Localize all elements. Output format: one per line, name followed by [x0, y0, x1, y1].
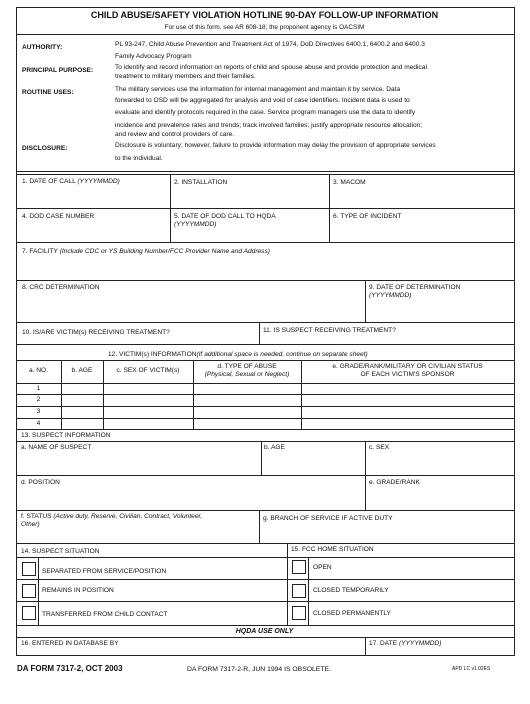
suspect-status-field[interactable]: f. STATUS (Active duty, Reserve, Civilian, Contract, Volunteer, Other)	[21, 513, 203, 528]
form-subtitle: For use of this form, see AR 608-18; the proponent agency is OACSIM	[164, 24, 365, 31]
form-number: DA FORM 7317-2, OCT 2003	[17, 664, 123, 673]
date-dod-call-field[interactable]: 5. DATE OF DOD CALL TO HQDA (YYYYMMDD)	[174, 213, 276, 228]
suspect-section-header: 13. SUSPECT INFORMATION	[21, 432, 111, 439]
fcc-closed-temp-label: CLOSED TEMPORARILY	[313, 587, 389, 594]
suspect-name-field[interactable]: a. NAME OF SUSPECT	[21, 444, 92, 451]
purpose-text: To identify and record information on reports of child and spouse abuse and provide protection and medical	[115, 64, 427, 71]
date-of-determination-field[interactable]: 9. DATE OF DETERMINATION (YYYYMMDD)	[369, 284, 461, 299]
form-code: APD LC v1.02ES	[452, 666, 491, 672]
hqda-use-only: HQDA USE ONLY	[235, 628, 294, 635]
victims-col-age: b. AGE	[71, 367, 93, 374]
victims-col-abuse: d. TYPE OF ABUSE (Physical, Sexual or Neglect)	[204, 363, 290, 378]
disclosure-text-1: Disclosure is voluntary; however, failure to provide information may delay the provision of appropriate services	[115, 142, 436, 149]
disclosure-label: DISCLOSURE:	[22, 145, 68, 152]
crc-determination-field[interactable]: 8. CRC DETERMINATION	[22, 284, 100, 291]
suspect-sex-field[interactable]: c. SEX	[369, 444, 390, 451]
fcc-closed-perm-checkbox[interactable]	[292, 606, 306, 620]
separated-checkbox[interactable]	[22, 562, 36, 576]
suspect-treatment-field[interactable]: 11. IS SUSPECT RECEIVING TREATMENT?	[263, 327, 396, 334]
victims-section-header: 12. VICTIM(s) INFORMATION(If additional space is needed, continue on separate sheet)	[108, 351, 368, 358]
suspect-age-field[interactable]: b. AGE	[264, 444, 285, 451]
routine-label: ROUTINE USES:	[22, 89, 74, 96]
routine-text-2: forwarded to OSD will be aggregated for analysis and void of case identifiers. Incident data is used to	[115, 97, 410, 104]
facility-field[interactable]: 7. FACILITY (Include CDC or YS Building Number/FCC Provider Name and Address)	[22, 248, 270, 255]
suspect-situation-header: 14. SUSPECT SITUATION	[21, 548, 100, 555]
victim-row-2: 2	[36, 396, 41, 403]
routine-text-5: and review and control providers of care.	[115, 131, 235, 138]
authority-label: AUTHORITY:	[22, 44, 63, 51]
macom-field[interactable]: 3. MACOM	[333, 179, 366, 186]
disclosure-text-2: to the individual.	[115, 155, 163, 162]
authority-text: PL 93-247, Child Abuse Prevention and Treatment Act of 1974, DoD Directives 6400.1, 6400.2 and 6400.3	[115, 41, 425, 48]
routine-text-1: The military services use the information for internal management and maintain it by service. Data	[115, 86, 401, 93]
remains-checkbox[interactable]	[22, 584, 36, 598]
entry-date-field[interactable]: 17. DATE (YYYYMMDD)	[369, 640, 442, 647]
routine-text-4: incidence and prevalence rates and trends; track involved families; justify appropriate resource allocation;	[115, 122, 423, 129]
transferred-label: TRANSFERRED FROM CHILD CONTACT	[42, 611, 168, 618]
victim-row-3: 3	[36, 408, 41, 415]
suspect-position-field[interactable]: d. POSITION	[21, 479, 60, 486]
transferred-checkbox[interactable]	[22, 606, 36, 620]
remains-label: REMAINS IN POSITION	[42, 587, 114, 594]
victim-row-1: 1	[36, 385, 41, 392]
date-of-call-field[interactable]: 1. DATE OF CALL (YYYYMMDD)	[22, 178, 120, 185]
victims-col-no: a. NO.	[28, 367, 49, 374]
routine-text-3: evaluate and identify protocols required in the case. Service program managers use the data to identify	[115, 109, 416, 116]
type-of-incident-field[interactable]: 6. TYPE OF INCIDENT	[333, 213, 402, 220]
purpose-text-2: treatment to military members and their families.	[115, 73, 256, 80]
suspect-grade-field[interactable]: e. GRADE/RANK	[369, 479, 420, 486]
fcc-closed-temp-checkbox[interactable]	[292, 584, 306, 598]
form-title: CHILD ABUSE/SAFETY VIOLATION HOTLINE 90-DAY FOLLOW-UP INFORMATION	[90, 10, 439, 20]
victims-col-sponsor: e. GRADE/RANK/MILITARY OR CIVILIAN STATUS OF EACH VICTIM'S SPONSOR	[332, 363, 483, 378]
purpose-label: PRINCIPAL PURPOSE:	[22, 67, 94, 74]
victim-row-4: 4	[36, 420, 41, 427]
fcc-situation-header: 15. FCC HOME SITUATION	[291, 546, 374, 553]
suspect-branch-field[interactable]: g. BRANCH OF SERVICE IF ACTIVE DUTY	[263, 515, 393, 522]
authority-text-2: Family Advocacy Program	[115, 53, 192, 60]
victim-treatment-field[interactable]: 10. IS/ARE VICTIM(s) RECEIVING TREATMENT?	[22, 329, 170, 336]
fcc-closed-perm-label: CLOSED PERMANENTLY	[313, 610, 391, 617]
fcc-open-label: OPEN	[313, 564, 332, 571]
entered-in-database-field[interactable]: 16. ENTERED IN DATABASE BY	[21, 640, 119, 647]
fcc-open-checkbox[interactable]	[292, 560, 306, 574]
dod-case-number-field[interactable]: 4. DOD CASE NUMBER	[22, 213, 95, 220]
installation-field[interactable]: 2. INSTALLATION	[174, 179, 228, 186]
obsolete-note: DA FORM 7317-2-R, JUN 1994 IS OBSOLETE.	[187, 666, 331, 673]
separated-label: SEPARATED FROM SERVICE/POSITION	[42, 568, 167, 575]
victims-col-sex: c. SEX OF VICTIM(s)	[116, 367, 180, 374]
